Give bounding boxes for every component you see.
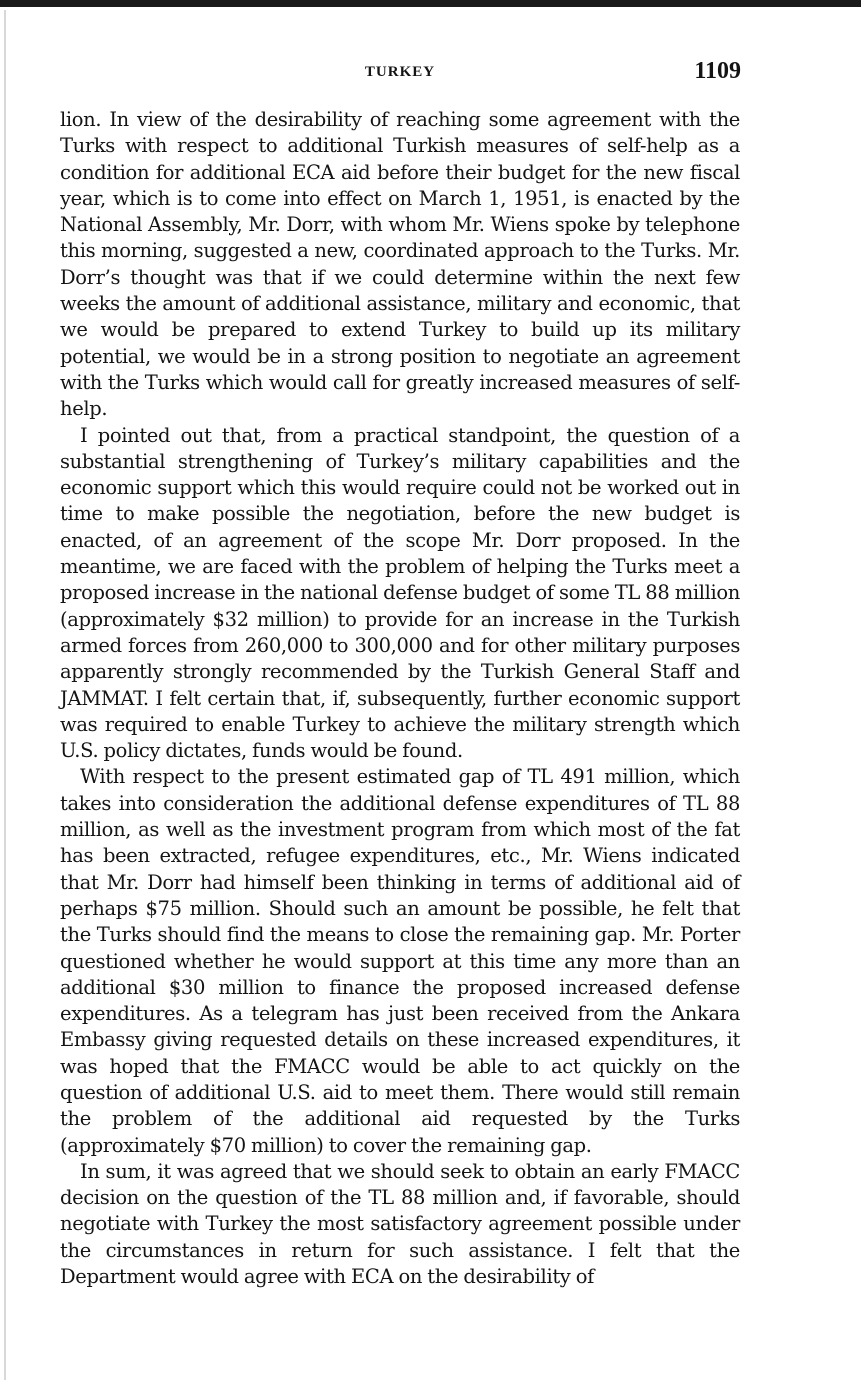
running-title: TURKEY: [364, 64, 436, 80]
paragraph: With respect to the present estimated gap of TL 491 million, which takes into consideration the additional defense expenditures of TL 88 million, as well as the investment program from which most of the fat has been extracted, refugee expenditures, etc., Mr. Wiens indicated that Mr. Dorr had himself been thinking in terms of additional aid of perhaps $75 million. Should such an amount be possible, he felt that the Turks should find the means to close the remaining gap. Mr. Porter questioned whether he would support at this time any more than an additional $30 million to finance the proposed increased defense expenditures. As a telegram has just been received from the Ankara Embassy giving requested details on these increased expenditures, it was hoped that the FMACC would be able to act quickly on the question of additional U.S. aid to meet them. There would still remain the problem of the additional aid requested by the Turks (approximately $70 million) to cover the remaining gap.: [60, 765, 740, 1157]
page-top-border: [0, 0, 861, 7]
page-left-edge: [4, 10, 6, 1380]
body-text: [60, 107, 740, 1290]
paragraph: In sum, it was agreed that we should seek to obtain an early FMACC decision on the question of the TL 88 million and, if favorable, should negotiate with Turkey the most satisfactory agreement possible under the circumstances in return for such assistance. I felt that the Department would agree with ECA on the desirability of: [60, 1159, 740, 1289]
page-number: 1109: [694, 58, 741, 84]
paragraph-continuation: lion. In view of the desirability of reaching some agreement with the Turks with respect to additional Turkish measures of self-help as a condition for additional ECA aid before their budget for the new fiscal year, which is to come into effect on March 1, 1951, is enacted by the National Assembly, Mr. Dorr, with whom Mr. Wiens spoke by telephone this morning, suggested a new, coordinated approach to the Turks. Mr. Dorr’s thought was that if we could determine within the next few weeks the amount of additional assistance, military and economic, that we would be prepared to extend Turkey to build up its military potential, we would be in a strong position to negotiate an agreement with the Turks which would call for greatly increased measures of self-help.: [60, 108, 740, 421]
paragraph: I pointed out that, from a practical standpoint, the question of a substantial strengthening of Turkey’s military capabilities and the economic support which this would require could not be worked out in time to make possible the negotiation, before the new budget is enacted, of an agreement of the scope Mr. Dorr proposed. In the meantime, we are faced with the problem of helping the Turks meet a proposed increase in the national defense budget of some TL 88 million (approximately $32 million) to provide for an increase in the Turkish armed forces from 260,000 to 300,000 and for other military purposes apparently strongly recommended by the Turkish General Staff and JAMMAT. I felt certain that, if, subsequently, further economic support was required to enable Turkey to achieve the military strength which U.S. policy dictates, funds would be found.: [60, 423, 740, 763]
